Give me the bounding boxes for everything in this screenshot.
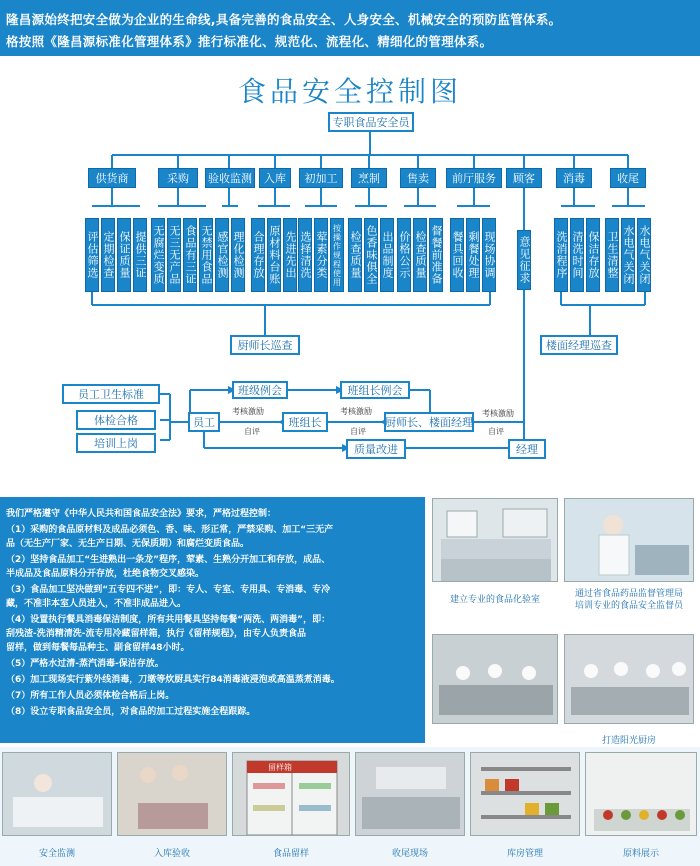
- stage-supplier: 供货商: [88, 168, 136, 188]
- rules-line: （8）设立专职食品安全员，对食品的加工过程实施全程跟踪。: [6, 707, 256, 717]
- kitchen-illustration-1: [433, 635, 558, 724]
- quality-improvement-node: 质量改进: [346, 439, 406, 459]
- leaf-power-off-1: 水电气关闭: [621, 218, 635, 292]
- leaf-tableware: 餐具回收: [450, 218, 464, 292]
- gallery-caption: 收尾现场: [391, 849, 428, 859]
- ingredients-illustration: [586, 753, 697, 836]
- leaf-proper-storage: 合理存放: [251, 218, 265, 292]
- warehouse-illustration: [471, 753, 580, 836]
- gallery-photo-closing: [355, 752, 465, 836]
- training-caption-1: 通过省食品药品监督管理局: [574, 589, 683, 599]
- leaf-wash-procedure: 洗消程序: [554, 218, 568, 292]
- rules-line: （5）严格水过清-蒸汽消毒-保洁存放。: [6, 659, 164, 669]
- leaf-wash: 选择清洗: [298, 218, 312, 292]
- group-leader-node: 班组长: [282, 412, 328, 432]
- incentive-note-1: 考核激励: [232, 407, 264, 416]
- diagram-title: 食品安全控制图: [237, 75, 462, 108]
- stage-purchase: 采购: [158, 168, 198, 188]
- leaf-check-quality-2: 检查质量: [413, 218, 427, 292]
- leaf-procedure: 按操作规程使用: [330, 218, 344, 292]
- incentive-note-2: 考核激励: [340, 407, 372, 416]
- stage-front-service: 前厅服务: [446, 168, 502, 188]
- rules-line: 留样，做到每餐每品种主、副食留样48小时。: [6, 643, 190, 653]
- leaf-clean-storage: 保洁存放: [586, 218, 600, 292]
- rules-line: （7）所有工作人员必须体检合格后上岗。: [6, 691, 175, 701]
- leaf-power-off-2: 水电气关闭: [637, 218, 651, 292]
- self-review-note-1: 自评: [244, 427, 260, 436]
- rules-line: 藏，不准非本室人员进入，不准非成品进入。: [6, 599, 187, 609]
- safety-officer-node: 专职食品安全员: [328, 112, 414, 132]
- gallery-caption: 食品留样: [272, 849, 309, 859]
- gallery-photo-ingredients: [585, 752, 697, 836]
- leaf-coordinate: 现场协调: [482, 218, 496, 292]
- leaf-leftover: 剩餐处理: [466, 218, 480, 292]
- chef-floor-manager-node: 厨师长、楼面经理: [384, 412, 474, 432]
- fridge-label: 留样箱: [268, 763, 292, 772]
- training-caption-2: 培训专业的食品安全监督员: [574, 601, 683, 611]
- leaf-separate: 荤素分类: [314, 218, 328, 292]
- leaf-no-spoilage: 无腐烂变质: [151, 218, 165, 292]
- header-line-2: 格按照《隆昌源标准化管理体系》推行标准化、规范化、流程化、精细化的管理体系。: [6, 34, 493, 49]
- leaf-three-certs: 食品有三证: [183, 218, 197, 292]
- manager-node: 经理: [508, 439, 546, 459]
- sunshine-kitchen-caption: 打造阳光厨房: [601, 736, 656, 746]
- kitchen-photo-2: [564, 634, 694, 724]
- floor-manager-patrol-node: 楼面经理巡查: [540, 335, 618, 355]
- leaf-check-quality-1: 检查质量: [348, 218, 362, 292]
- staff-hygiene-node: 员工卫生标准: [62, 384, 160, 404]
- stage-inspection: 验收监测: [205, 168, 255, 188]
- leaf-pre-meal: 督餐前准备: [429, 218, 443, 292]
- team-meeting-node: 班级例会: [232, 381, 288, 399]
- closing-illustration: [356, 753, 465, 836]
- gallery-photo-warehouse: [470, 752, 580, 836]
- stage-customer: 顾客: [506, 168, 542, 188]
- gallery-caption: 入库验收: [153, 849, 190, 859]
- lab-photo: [432, 498, 558, 582]
- stage-cooking: 烹制: [351, 168, 387, 188]
- stage-prep: 初加工: [299, 168, 343, 188]
- rules-line: 品（无生产厂家、无生产日期、无保质期）和腐烂变质食品。: [6, 539, 250, 549]
- self-review-note-2: 自评: [350, 427, 366, 436]
- leaf-certificates: 提供三证: [133, 218, 147, 292]
- gallery-caption: 原料展示: [622, 849, 659, 859]
- leaf-hygiene: 卫生清整: [605, 218, 619, 292]
- chef-patrol-node: 厨师长巡查: [230, 335, 300, 355]
- training-illustration: [565, 499, 694, 582]
- gallery-caption: 安全监测: [38, 849, 75, 859]
- stage-selling: 售卖: [400, 168, 436, 188]
- rules-line: （4）设置执行餐具消毒保洁制度，所有共用餐具坚持每餐“两洗、两消毒”，即：: [6, 615, 331, 625]
- leaf-no-banned: 无禁用食品: [199, 218, 213, 292]
- leaf-chemical-test: 理化检测: [231, 218, 245, 292]
- monitoring-illustration: [3, 753, 112, 836]
- leaf-no-unlicensed: 无三无产品: [167, 218, 181, 292]
- leaf-wash-time: 清洗时间: [570, 218, 584, 292]
- leaf-feedback: 意见征求: [517, 230, 531, 290]
- header-line-1: 隆昌源始终把安全做为企业的生命线,具备完善的食品安全、人身安全、机械安全的预防监管体系。: [6, 12, 562, 27]
- rules-line: （1）采购的食品原材料及成品必须色、香、味、形正常，严禁采购、加工“三无产: [6, 525, 334, 535]
- incentive-note-3: 考核激励: [482, 409, 514, 418]
- rules-intro: 我们严格遵守《中华人民共和国食品安全法》要求，严格过程控制：: [6, 509, 277, 519]
- leaf-evaluate: 评估筛选: [85, 218, 99, 292]
- leaf-output-rule: 出品制度: [380, 218, 394, 292]
- stage-storage: 入库: [259, 168, 291, 188]
- gallery-caption: 库房管理: [506, 849, 543, 859]
- rules-line: （6）加工现场实行紫外线消毒，刀墩等炊厨具实行84消毒液浸泡或高温蒸煮消毒。: [6, 675, 340, 685]
- leaf-sensory-test: 感官检测: [215, 218, 229, 292]
- self-review-note-3: 自评: [488, 427, 504, 436]
- leaf-price: 价格公示: [397, 218, 411, 292]
- stage-disinfection: 消毒: [556, 168, 592, 188]
- gallery-photo-receiving: [117, 752, 227, 836]
- training-photo: [564, 498, 694, 582]
- lab-caption: 建立专业的食品化验室: [449, 595, 540, 605]
- gallery-photo-monitoring: [2, 752, 112, 836]
- leaf-quality: 保证质量: [117, 218, 131, 292]
- rules-line: 半成品及食品原料分开存放，杜绝食物交叉感染。: [6, 569, 205, 579]
- rules-line: （2）坚持食品加工“生进熟出一条龙”程序，荤素、生熟分开加工和存放，成品、: [6, 555, 331, 565]
- training-node: 培训上岗: [76, 433, 156, 453]
- rules-line: （3）食品加工坚决做到“五专四不进”，即：专人、专室、专用具、专消毒、专冷: [6, 585, 331, 595]
- rules-line: 刮残渣-洗消精清洗-流专用冷藏留样箱，执行《留样规程》，由专人负责食品: [6, 629, 306, 639]
- receiving-illustration: [118, 753, 227, 836]
- leaf-flavor: 色香味俱全: [364, 218, 378, 292]
- group-meeting-node: 班组长例会: [340, 381, 410, 399]
- stage-closing: 收尾: [610, 168, 646, 188]
- kitchen-photo-1: [432, 634, 558, 724]
- health-check-node: 体检合格: [76, 410, 156, 430]
- staff-node: 员工: [188, 412, 220, 432]
- leaf-periodic-check: 定期检查: [101, 218, 115, 292]
- leaf-ledger: 原材料台账: [267, 218, 281, 292]
- kitchen-illustration-2: [565, 635, 694, 724]
- lab-illustration: [433, 499, 558, 582]
- leaf-fifo: 先进先出: [283, 218, 297, 292]
